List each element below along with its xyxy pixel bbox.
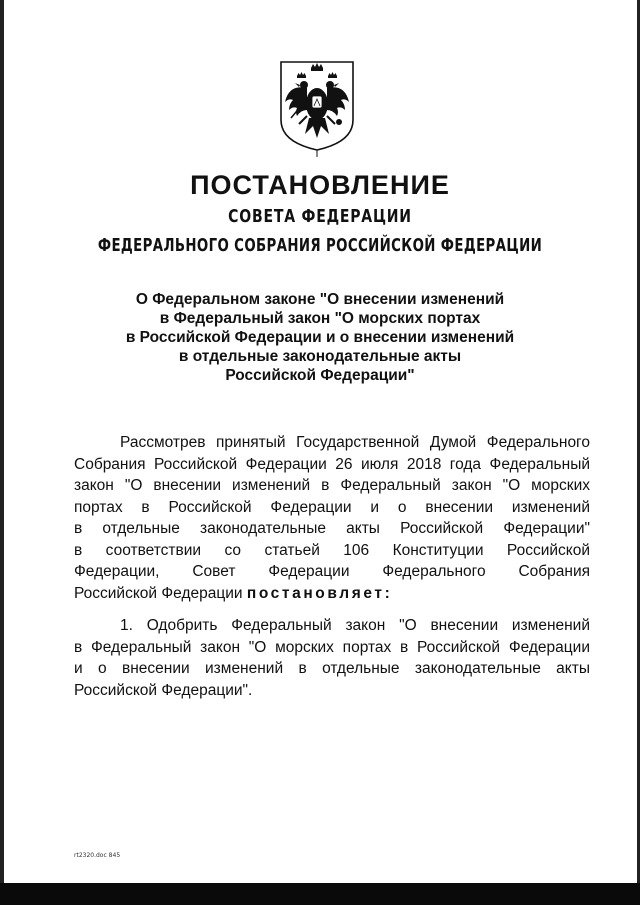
paragraph-line-prefix: Российской Федерации	[74, 584, 247, 602]
document-title: ПОСТАНОВЛЕНИЕ	[190, 170, 450, 200]
paragraph-line: в Федеральный закон "О морских портах в Российской Федерации	[74, 638, 590, 656]
paragraph-line: и о внесении изменений в отдельные законодательные акты	[74, 660, 590, 677]
coat-of-arms-icon	[277, 58, 357, 158]
paragraph-line: Федерации, Совет Федерации Федерального Собрания	[74, 563, 590, 580]
scan-edge-left	[0, 0, 4, 905]
preamble-paragraph	[74, 432, 590, 604]
paragraph-line: Рассмотрев принятый Государственной Думой Федерального	[120, 434, 590, 451]
heading-line: в Федеральный закон "О морских портах	[159, 310, 481, 327]
issuer-line-2: ФЕДЕРАЛЬНОГО СОБРАНИЯ РОССИЙСКОЙ ФЕДЕРАЦИИ	[97, 235, 543, 256]
issuer-line-1: СОВЕТА ФЕДЕРАЦИИ	[228, 206, 412, 227]
heading-line: в Российской Федерации и о внесении изменений	[125, 329, 515, 346]
paragraph-line-last	[74, 583, 590, 605]
heading-line: Российской Федерации"	[225, 367, 415, 384]
paragraph-line: Российской Федерации".	[74, 681, 253, 699]
paragraph-line: Собрания Российской Федерации 26 июля 2018 года Федеральный	[74, 455, 590, 473]
document-code: rt2320.doc 845	[74, 852, 121, 859]
resolution-heading	[70, 290, 570, 385]
paragraph-line: в отдельные законодательные акты Российской Федерации"	[74, 520, 590, 537]
resolution-item-1	[74, 615, 590, 701]
heading-line: в отдельные законодательные акты	[178, 348, 462, 365]
paragraph-line: портах в Российской Федерации и о внесении изменений	[74, 498, 590, 516]
scan-edge-bottom	[0, 883, 640, 905]
paragraph-line: 1. Одобрить Федеральный закон "О внесении изменений	[120, 617, 590, 634]
resolves-keyword: постановляет:	[246, 584, 393, 602]
heading-line: О Федеральном законе "О внесении изменений	[135, 291, 505, 308]
paragraph-line: закон "О внесении изменений в Федеральный закон "О морских	[74, 477, 590, 494]
paragraph-line: в соответствии со статьей 106 Конституции Российской	[74, 541, 590, 559]
